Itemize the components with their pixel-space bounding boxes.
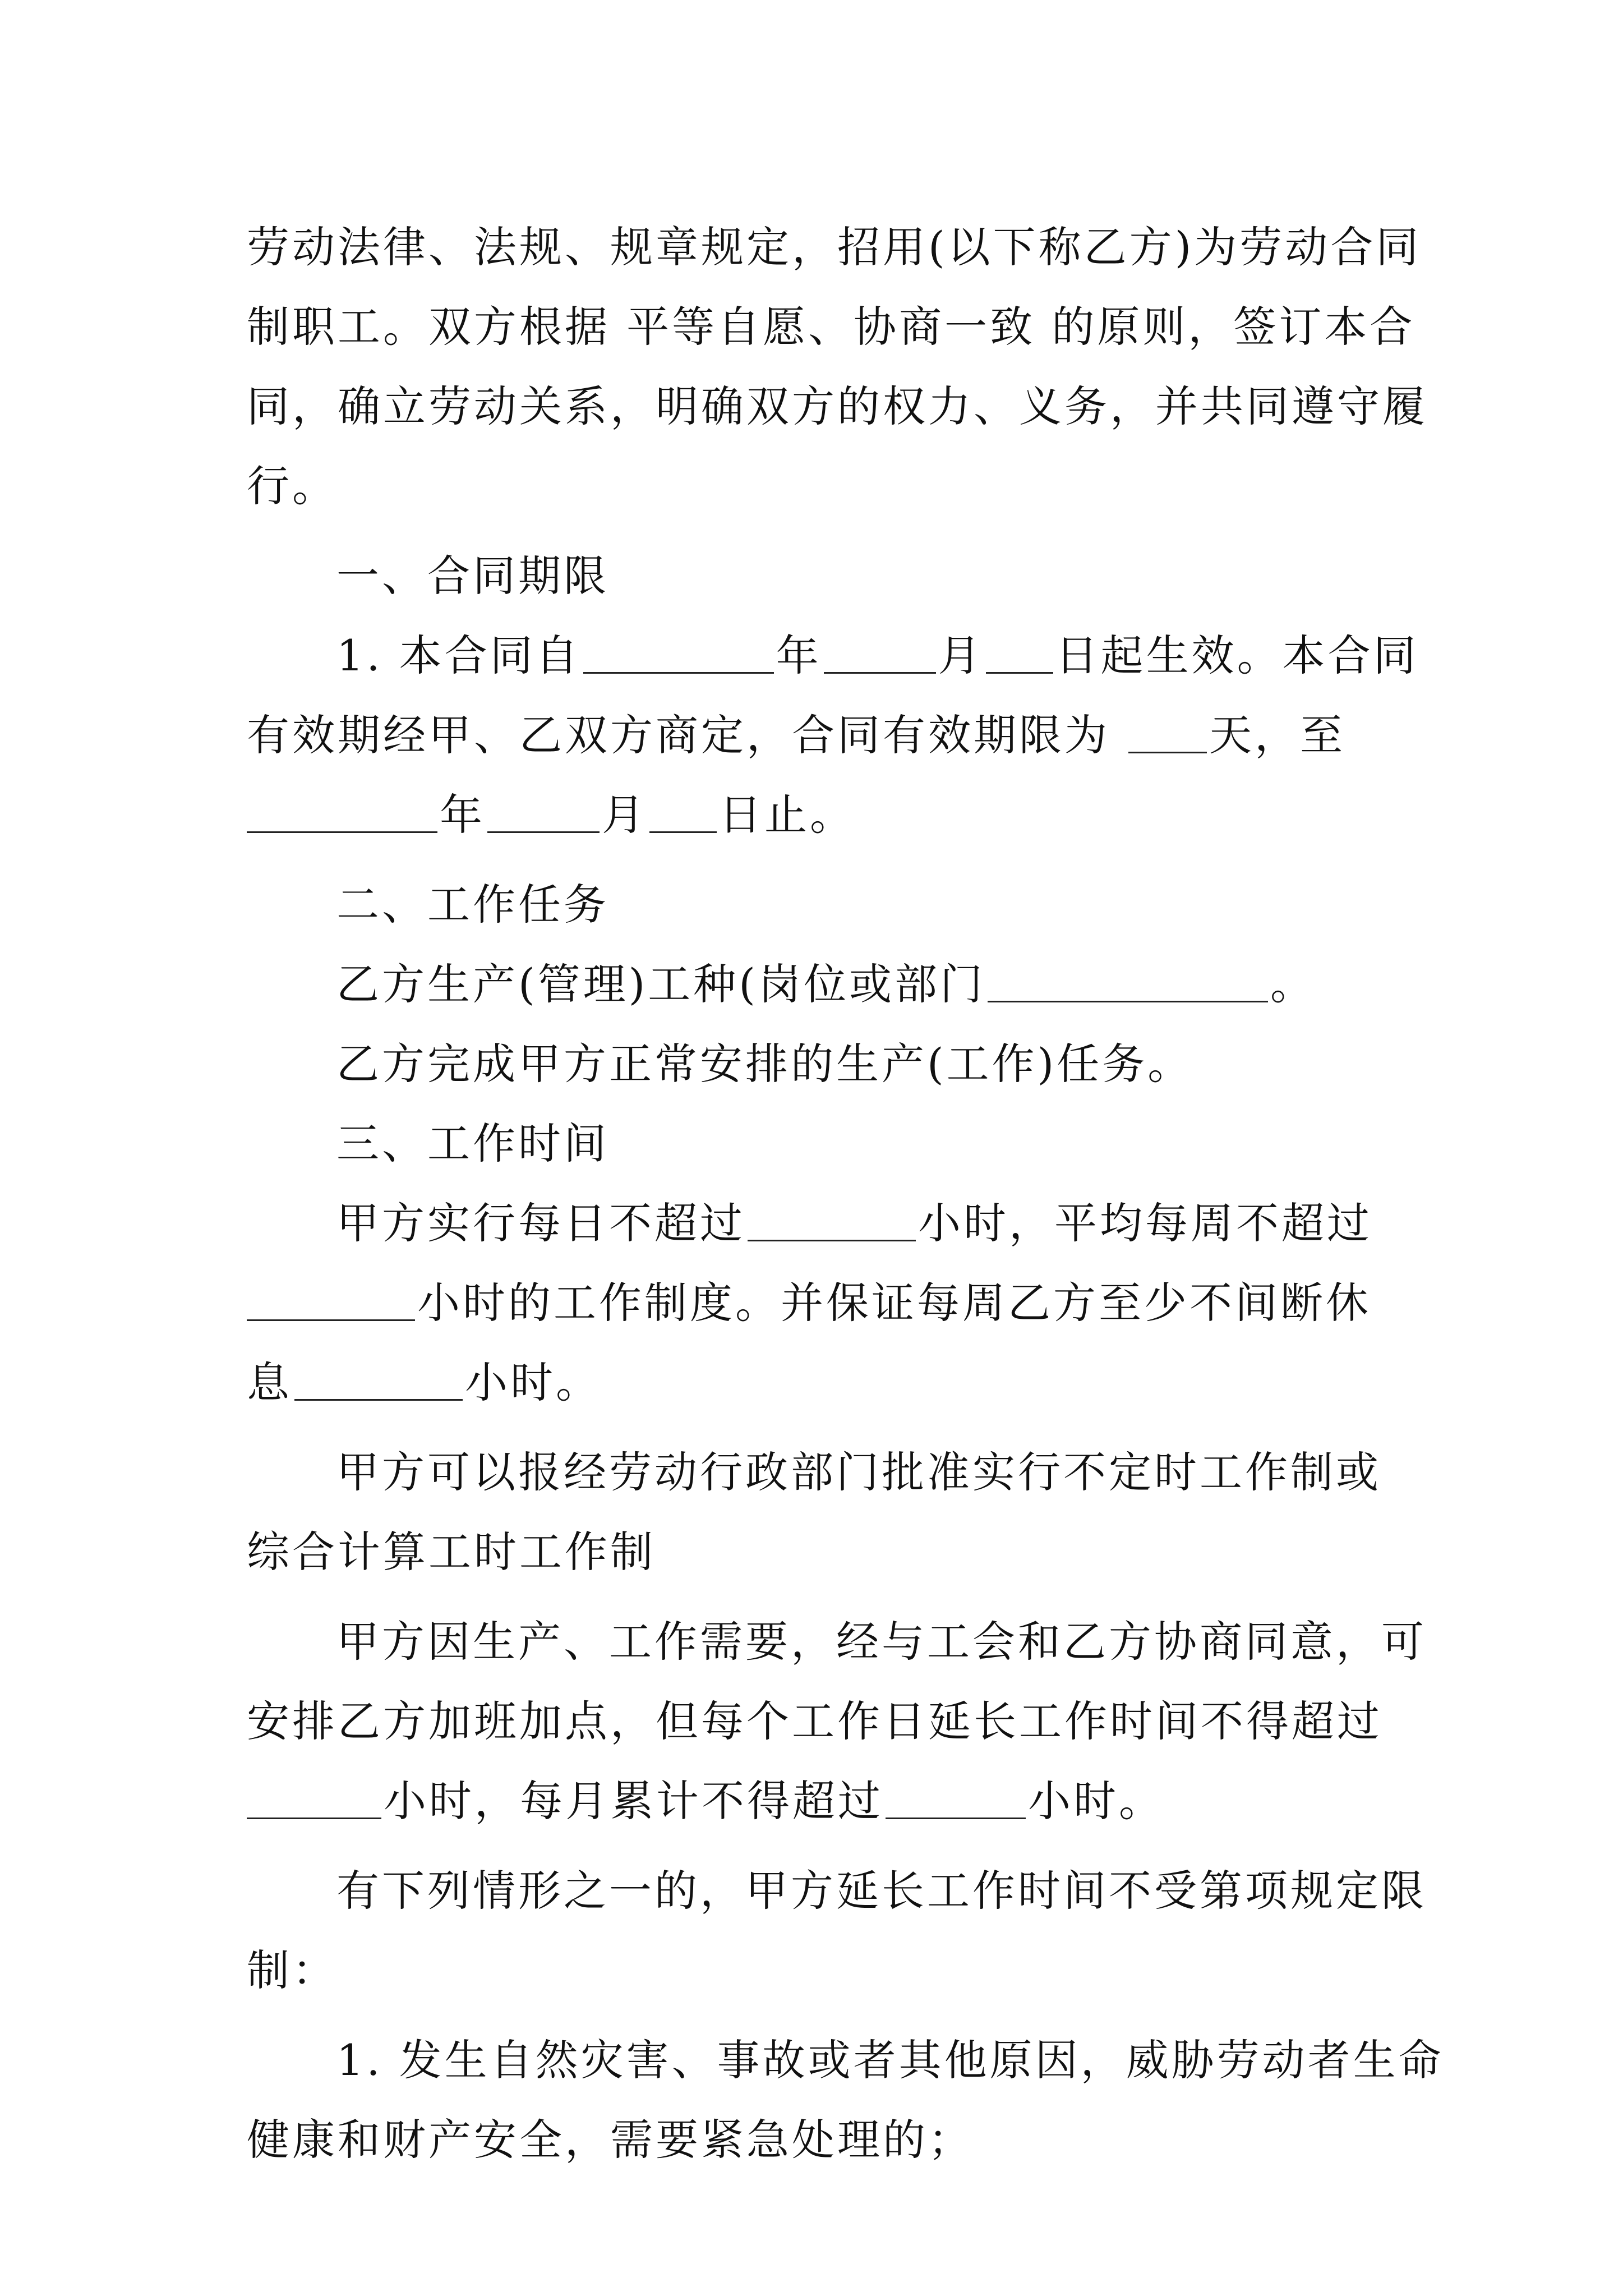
section-heading-term: 一、合同期限: [336, 551, 609, 601]
end-year-blank: [247, 792, 437, 833]
hours-line-1: [247, 1184, 1391, 1263]
day-blank: [986, 633, 1053, 674]
term-line-1: [247, 616, 1419, 696]
term-text: 日起生效。本合同: [1055, 631, 1419, 680]
overtime-text: 小时，每月累计不得超过: [384, 1776, 883, 1826]
overtime-line-2: 安排乙方加班加点，但每个工作日延长工作时间不得超过: [247, 1696, 1382, 1746]
exception-line-2: 制：: [247, 1945, 338, 1995]
intro-line-2: 制职工。双方根据 平等自愿、协商一致 的原则，签订本合: [247, 302, 1415, 352]
term-line-3: [247, 775, 1391, 855]
task-line-2: 乙方完成甲方正常安排的生产(工作)任务。: [336, 1039, 1193, 1089]
term-text: 年: [776, 631, 822, 680]
end-month-blank: [487, 792, 600, 833]
task-text: 。: [1270, 959, 1316, 1009]
term-text: 年: [440, 790, 485, 840]
term-text: 月: [938, 631, 984, 680]
hours-line-2: [247, 1263, 1391, 1343]
daily-hours-blank: [748, 1200, 916, 1241]
days-blank: [1128, 712, 1207, 753]
intro-line-3: 同，确立劳动关系，明确双方的权力、义务，并共同遵守履: [247, 381, 1428, 431]
item1-line-1: 1. 发生自然灾害、事故或者其他原因，威胁劳动者生命: [336, 2035, 1444, 2085]
term-line-2: [247, 696, 1391, 775]
hours-text: 甲方实行每日不超过: [336, 1198, 745, 1248]
hours-text: 小时。: [465, 1358, 601, 1407]
end-day-blank: [649, 792, 717, 833]
flex-line-2: 综合计算工时工作制: [247, 1527, 656, 1577]
hours-text: 息: [247, 1358, 292, 1407]
monthly-overtime-blank: [886, 1778, 1026, 1819]
term-text: 天，至: [1209, 710, 1346, 760]
daily-overtime-blank: [247, 1778, 381, 1819]
task-line-1: [247, 945, 1391, 1024]
intro-line-1: 劳动法律、法规、规章规定，招用(以下称乙方)为劳动合同: [247, 222, 1422, 272]
term-text: 1. 本合同自: [336, 631, 581, 680]
section-heading-task: 二、工作任务: [336, 880, 609, 930]
hours-text: 小时，平均每周不超过: [918, 1198, 1372, 1248]
term-text: 日止。: [719, 790, 855, 840]
term-text: 有效期经甲、乙双方商定，合同有效期限为: [247, 710, 1127, 760]
overtime-line-1: 甲方因生产、工作需要，经与工会和乙方协商同意，可: [336, 1617, 1427, 1667]
position-blank: [988, 961, 1268, 1002]
overtime-text: 小时。: [1028, 1776, 1164, 1826]
section-heading-hours: 三、工作时间: [336, 1119, 609, 1168]
hours-text: 小时的工作制度。并保证每周乙方至少不间断休: [417, 1278, 1371, 1328]
hours-line-3: [247, 1343, 1391, 1423]
overtime-line-3: [247, 1761, 1391, 1841]
year-blank: [583, 633, 774, 674]
weekly-hours-blank: [247, 1280, 415, 1321]
item1-line-2: 健康和财产安全，需要紧急处理的；: [247, 2115, 974, 2165]
rest-hours-blank: [294, 1360, 463, 1401]
task-text: 乙方生产(管理)工种(岗位或部门: [336, 959, 985, 1009]
month-blank: [824, 633, 936, 674]
document-body: [247, 208, 1444, 2180]
exception-line-1: 有下列情形之一的，甲方延长工作时间不受第项规定限: [336, 1866, 1427, 1916]
intro-line-4: 行。: [247, 461, 338, 511]
term-text: 月: [602, 790, 647, 840]
flex-line-1: 甲方可以报经劳动行政部门批准实行不定时工作制或: [336, 1447, 1381, 1497]
